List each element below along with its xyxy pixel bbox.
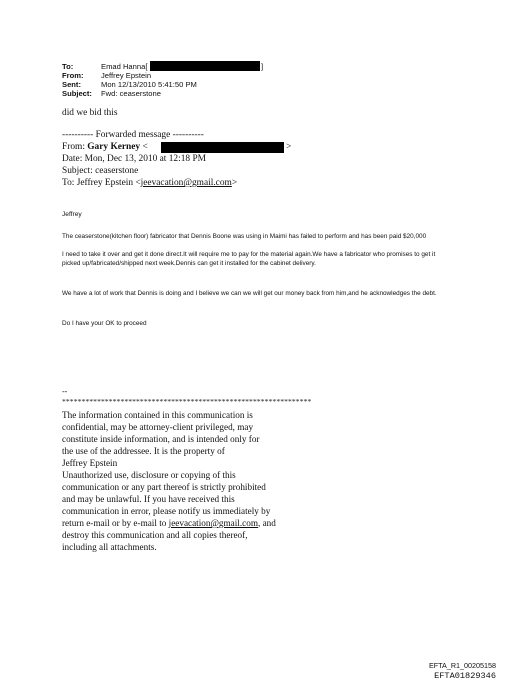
- disclaimer-email-prefix: return e-mail or by e-mail to: [62, 518, 169, 528]
- disclaimer-line: The information contained in this communication is: [62, 410, 253, 420]
- forward-from-close: >: [286, 142, 292, 152]
- message-paragraph-3: We have a lot of work that Dennis is doing and I believe we can we will get our money back from him,and he acknowledges the debt.: [62, 290, 437, 297]
- disclaimer-email-link[interactable]: jeevacation@gmail.com: [168, 518, 258, 528]
- forward-separator: ---------- Forwarded message ----------: [62, 130, 204, 140]
- to-label: To:: [62, 62, 74, 71]
- signature-dash: --: [62, 387, 68, 396]
- disclaimer-email-suffix: , and: [257, 518, 276, 528]
- message-paragraph-1: The ceaserstone(kitchen floor) fabricator that Dennis Boone was using in Maimi has failed to perform and has been paid $20,000: [62, 233, 427, 240]
- disclaimer-line: and may be unlawful. If you have received this: [62, 494, 235, 504]
- disclaimer-block: [62, 409, 276, 553]
- to-value: Emad Hanna[: [101, 62, 148, 71]
- sent-value: Mon 12/13/2010 5:41:50 PM: [101, 80, 197, 89]
- disclaimer-line: including all attachments.: [62, 542, 157, 552]
- forward-to-email-link[interactable]: jeevacation@gmail.com: [140, 178, 232, 188]
- message-paragraph-2: I need to take it over and get it done direct.It will require me to pay for the material again.We have a fabricator who promises to get it picked up/fabricated/shipped next week.Dennis can get it installed for the cabinet delivery.: [62, 251, 436, 267]
- message-greeting: Jeffrey: [62, 211, 82, 218]
- signature-stars: ****************************************************************: [62, 397, 312, 406]
- disclaimer-line: the use of the addressee. It is the property of: [62, 446, 225, 456]
- sent-label: Sent:: [62, 80, 81, 89]
- forward-subject: Subject: ceaserstone: [62, 166, 139, 176]
- disclaimer-line: Unauthorized use, disclosure or copying of this: [62, 470, 236, 480]
- forward-date: Date: Mon, Dec 13, 2010 at 12:18 PM: [62, 154, 206, 164]
- disclaimer-line: Jeffrey Epstein: [62, 458, 118, 468]
- disclaimer-line: confidential, may be attorney-client privileged, may: [62, 422, 254, 432]
- forward-from-line: [62, 142, 148, 152]
- from-label: From:: [62, 71, 84, 80]
- subject-value: Fwd: ceaserstone: [101, 89, 161, 98]
- to-close: ]: [261, 62, 264, 71]
- disclaimer-line: communication in error, please notify us immediately by: [62, 506, 271, 516]
- disclaimer-line: destroy this communication and all copies thereof,: [62, 530, 248, 540]
- forward-from-name: Gary Kerney: [87, 142, 141, 152]
- forward-to-line: [62, 178, 237, 188]
- reply-text: did we bid this: [62, 108, 118, 118]
- redaction-box: [150, 61, 260, 71]
- forward-from-prefix: From:: [62, 142, 88, 152]
- subject-label: Subject:: [62, 89, 92, 98]
- forward-to-prefix: To: Jeffrey Epstein <: [62, 178, 141, 188]
- disclaimer-line-email: [62, 517, 276, 529]
- forward-from-open: <: [140, 142, 148, 152]
- disclaimer-line: constitute inside information, and is intended only for: [62, 434, 260, 444]
- disclaimer-line: communication or any part thereof is strictly prohibited: [62, 482, 266, 492]
- bates-number-primary: EFTA_R1_00205158: [429, 661, 496, 670]
- from-value: Jeffrey Epstein: [101, 71, 152, 80]
- forward-to-suffix: >: [231, 178, 238, 188]
- bates-number-secondary: EFTA01829346: [434, 671, 496, 681]
- redaction-box: [161, 142, 284, 153]
- message-paragraph-4: Do I have your OK to proceed: [62, 320, 147, 327]
